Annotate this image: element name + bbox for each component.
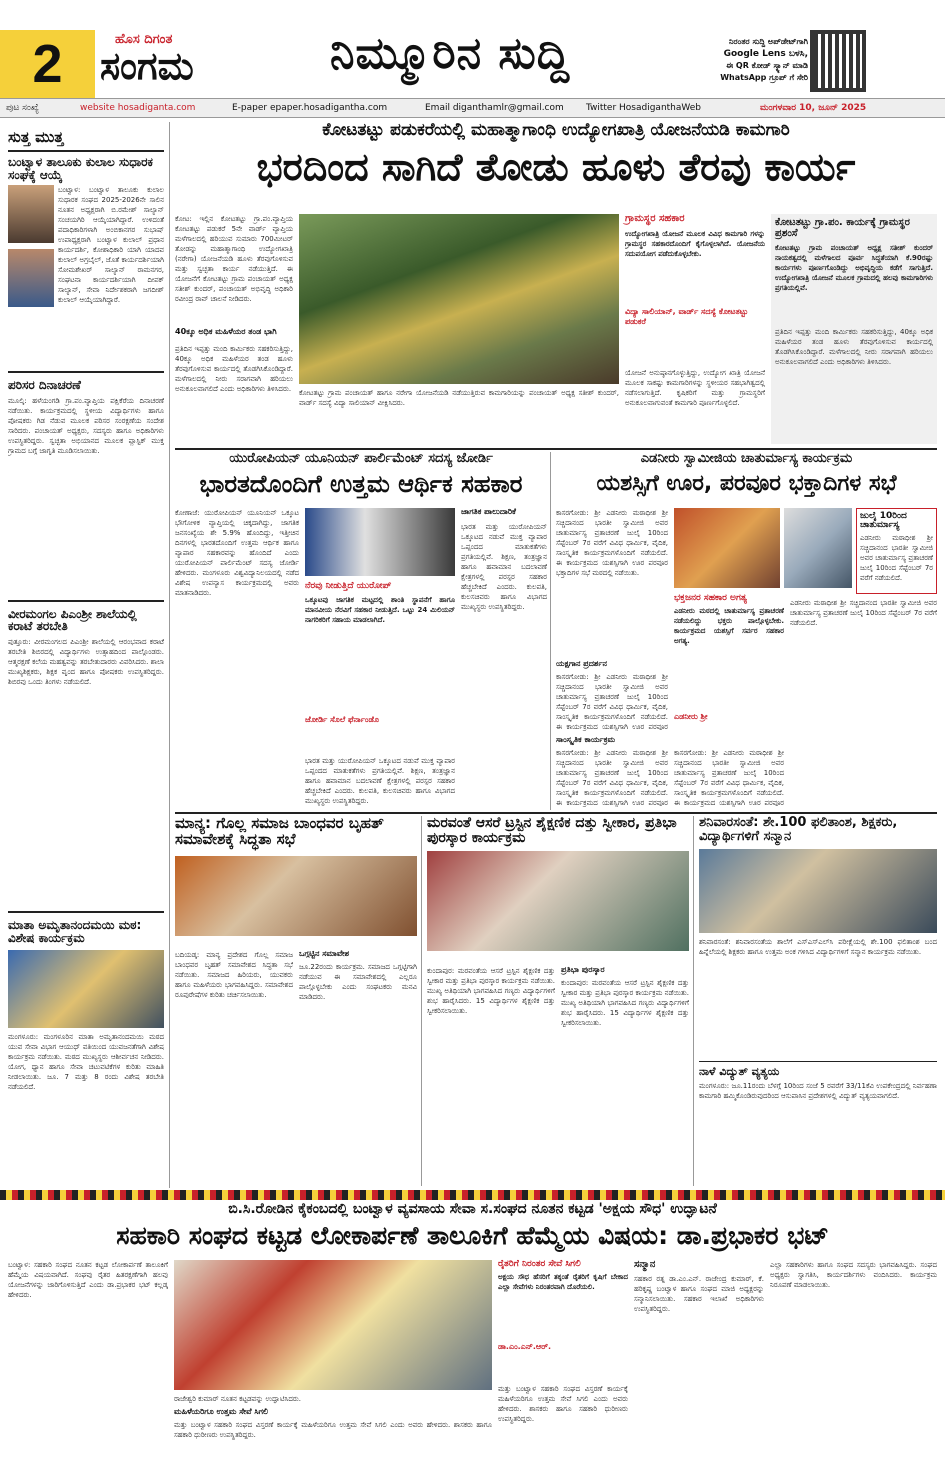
quote-heading: ನೆರವು ನೀಡುತ್ತಿದೆ ಯುರೋಪ್ [305,581,392,591]
story-subhead: ಯಕ್ಷಗಾನ ಪ್ರದರ್ಶನ [556,659,607,668]
event-photo [674,508,780,588]
event-photo [699,849,937,933]
edaneer-story [556,452,937,810]
lead-headline: ಭರದಿಂದ ಸಾಗಿದೆ ತೋಡು ಹೂಳು ತೆರವು ಕಾರ್ಯ [256,144,856,189]
maravanthe-story [427,816,689,1186]
website-link[interactable]: website hosadiganta.com [80,103,196,113]
quote-heading: ಗ್ರಾಮಸ್ಥರ ಸಹಕಾರ [625,213,685,224]
story-headline: ಬಂಟ್ವಾಳ ತಾಲೂಕು ಕುಲಾಲ ಸುಧಾರಕ ಸಂಘಕ್ಕೆ ಆಯ್ಕೆ [8,155,153,182]
event-photo [427,851,689,951]
edition-label: ಪುಟ ಸಂಖ್ಯೆ [6,103,39,113]
info-bar [0,98,945,118]
page-number: 2 [0,30,95,98]
column-logo: ಸುತ್ತ ಮುತ್ತ [8,122,164,152]
sidebar-body: ಪ್ರತಿದಿನ ಇಪ್ಪತ್ತು ಮಂದಿ ಕಾರ್ಮಿಕರು ಸಹಕರಿಸುತ್ತಿದ್ದು, 40ಕ್ಕೂ ಅಧಿಕ ಮಹಿಳೆಯರ ತಂಡ ಹೂಳು ತೆರವುಗೊಳಿಸುವ ಕಾರ್ಯದಲ್ಲಿ ತೊಡಗಿಸಿಕೊಂಡಿದ್ದಾರೆ. ಮಳೆಗಾಲದಲ್ಲಿ ನೀರು ಸರಾಗವಾಗಿ ಹರಿಯಲು ಅನುಕೂಲವಾಗಲಿದೆ ಎಂದು ಅಧಿಕಾರಿಗಳು ತಿಳಿಸಿದರು. [775,328,933,366]
promo-line: Google Lens ಬಳಸಿ, [723,49,808,59]
info-body: ಎಡನೀರು ಮಠಾಧೀಶ ಶ್ರೀ ಸಚ್ಚಿದಾನಂದ ಭಾರತೀ ಸ್ವಾಮೀಜಿ ಅವರ ಚಾತುರ್ಮಾಸ್ಯ ವ್ರತಾಚರಣೆ ಜುಲೈ 10ರಿಂದ ಸೆಪ್ಟೆಂಬರ್ 7ರ ವರೆಗೆ ನಡೆಯಲಿದೆ. [860,533,933,582]
quote-name: ಜೋರ್ಡಿ ಸೊಲೆ ಫೆರ್ನಾಂಡೊ [305,715,379,725]
story-subhead: ಸಾಂಸ್ಕೃತಿಕ ಕಾರ್ಯಕ್ರಮ [556,735,616,744]
story-body: ಭಾರತ ಮತ್ತು ಯುರೋಪಿಯನ್ ಒಕ್ಕೂಟದ ನಡುವೆ ಮುಕ್ತ ವ್ಯಾಪಾರ ಒಪ್ಪಂದದ ಮಾತುಕತೆಗಳು ಪ್ರಗತಿಯಲ್ಲಿವೆ. ಶಿಕ್ಷಣ, ತಂತ್ರಜ್ಞಾನ ಹಾಗೂ ಹವಾಮಾನ ಬದಲಾವಣೆ ಕ್ಷೇತ್ರಗಳಲ್ಲಿ ಪರಸ್ಪರ ಸಹಕಾರ ಹೆಚ್ಚಬೇಕಿದೆ ಎಂದರು. ಕುಲಪತಿ, ಕುಲಸಚಿವರು ಹಾಗೂ ವಿಭಾಗದ ಮುಖ್ಯಸ್ಥರು ಉಪಸ್ಥಿತರಿದ್ದರು. [305,757,455,805]
event-photo [784,508,852,588]
story-headline: ಮಾತಾ ಅಮೃತಾನಂದಮಯಿ ಮಠ: ವಿಶೇಷ ಕಾರ್ಯಕ್ರಮ [8,917,142,945]
photo-caption: ಕೋಟತಟ್ಟು ಗ್ರಾಮ ಪಂಚಾಯತ್ ಹಾಗೂ ನರೇಗಾ ಯೋಜನೆಯಡಿ ನಡೆಯುತ್ತಿರುವ ಕಾಮಗಾರಿಯನ್ನು ಪಂಚಾಯತ್ ಅಧ್ಯಕ್ಷ ಸತೀಶ್ ಕುಂದರ್, ವಾರ್ಡ್ ಸದಸ್ಯೆ ವಿದ್ಯಾ ಸಾಲಿಯಾನ್ ವೀಕ್ಷಿಸಿದರು. [299,389,619,407]
event-photo [174,1260,492,1390]
quote-body: ಒಕ್ಕೂಟವು ಜಾಗತಿಕ ಮಟ್ಟದಲ್ಲಿ ಶಾಂತಿ ಸ್ಥಾಪನೆಗೆ ಹಾಗೂ ಮಾನವೀಯ ನೆರವಿಗೆ ಸಹಕಾರ ನೀಡುತ್ತಿದೆ. ಒಟ್ಟು 24 ಮಿಲಿಯನ್ ನಾಗರಿಕರಿಗೆ ಸಹಾಯ ಮಾಡಲಾಗಿದೆ. [305,596,455,625]
sidebar-heading: ಕೋಟತಟ್ಟು ಗ್ರಾ.ಪಂ. ಕಾರ್ಯಕ್ಕೆ ಗ್ರಾಮಸ್ಥರ ಪ್ರಶಂಸೆ [775,217,910,239]
golla-story [175,816,417,1186]
left-column [8,122,164,1188]
masthead [0,0,945,113]
story-body: ಬಂಟ್ವಾಳ: ಬಂಟ್ವಾಳ ತಾಲೂಕು ಕುಲಾಲ ಸುಧಾರಕ ಸಂಘದ 2025-2026ನೇ ಸಾಲಿನ ನೂತನ ಅಧ್ಯಕ್ಷರಾಗಿ ಬಿ.ರಮೇಶ್ ಸಾಲ್ಯಾನ್ ಸಂಚಯಗಿರಿ ಆಯ್ಕೆಯಾಗಿದ್ದಾರೆ. ಉಳಿದಂತೆ ಪದಾಧಿಕಾರಿಗಳಾಗಿ ಅಂಬಿಕಾನಗರ ಸುಭಾಷ್ ಉಪಾಧ್ಯಕ್ಷರಾಗಿ ಬಂಟ್ವಾಳ ಕುಲಾಲ್ ಪ್ರಧಾನ ಕಾರ್ಯದರ್ಶಿ, ಕೋಶಾಧಿಕಾರಿ ಯಾಗಿ ಯಾದವ ಕುಲಾಲ್ ಅಗ್ರಬೈಲ್, ಜೊತೆ ಕಾರ್ಯದರ್ಶಿಯಾಗಿ ಸೋಮಶೇಖರ್ ಸಾಲ್ಯಾನ್ ರಾಮನಗರ, ಸಂಘಟನಾ ಕಾರ್ಯದರ್ಶಿಯಾಗಿ ದೀಪಕ್ ಸಾಲ್ಯಾನ್, ಸೇವಾ ನಿರ್ದೇಶಕರಾಗಿ ಜಗದೀಶ್ ಕುಲಾಲ್ ಆಯ್ಕೆಯಾಗಿದ್ದಾರೆ. [58,186,164,305]
story-body: ಪುತ್ತೂರು: ವೀರಮಂಗಲದ ಪಿಎಂಶ್ರೀ ಶಾಲೆಯಲ್ಲಿ ಆರಂಭವಾದ ಕರಾಟೆ ತರಬೇತಿ ಶಿಬಿರದಲ್ಲಿ ವಿದ್ಯಾರ್ಥಿಗಳು ಉತ್ಸಾಹದಿಂದ ಪಾಲ್ಗೊಂಡರು. ಆತ್ಮರಕ್ಷಣೆ ಕಲೆಯ ಮಹತ್ವವನ್ನು ತರಬೇತುದಾರರು ವಿವರಿಸಿದರು. ಶಾಲಾ ಮುಖ್ಯಶಿಕ್ಷಕರು, ಶಿಕ್ಷಕ ವೃಂದ ಹಾಗೂ ಪೋಷಕರು ಉಪಸ್ಥಿತರಿದ್ದರು. ಶಿಬಿರವು ಒಂದು ತಿಂಗಳು ನಡೆಯಲಿದೆ. [8,637,164,686]
story-body: ಮತ್ತು ಬಂಟ್ವಾಳ ಸಹಕಾರಿ ಸಂಘದ ವಿಸ್ತರಣೆ ಕಾರ್ಯಕ್ಕೆ ಮಹಿಳೆಯರಿಗೂ ಉತ್ತಮ ಸೇವೆ ಸಿಗಲಿ ಎಂದು ಅವರು ಹೇಳಿದರು. ಶಾಸಕರು ಹಾಗೂ ಸಹಕಾರಿ ಧುರೀಣರು ಉಪಸ್ಥಿತರಿದ್ದರು. [174,1421,492,1439]
quote-box [305,582,455,752]
story-body: ಕಾಸರಗೋಡು: ಶ್ರೀ ಎಡನೀರು ಮಠಾಧೀಶ ಶ್ರೀ ಸಚ್ಚಿದಾನಂದ ಭಾರತೀ ಸ್ವಾಮೀಜಿ ಅವರ ಚಾತುರ್ಮಾಸ್ಯ ವ್ರತಾಚರಣೆ ಜುಲೈ 10ರಿಂದ ಸೆಪ್ಟೆಂಬರ್ 7ರ ವರೆಗೆ ವಿವಿಧ ಧಾರ್ಮಿಕ, ವೈದಿಕ, ಸಾಂಸ್ಕೃತಿಕ ಕಾರ್ಯಕ್ರಮಗಳೊಂದಿಗೆ ನಡೆಯಲಿದೆ. ಈ ಕಾರ್ಯಕ್ರಮದ ಯಶಸ್ಸಿಗಾಗಿ ಊರ ಪರವೂರ ಭಕ್ತಾದಿಗಳ ಸಭೆ ಮಠದಲ್ಲಿ ನಡೆಯಿತು. [556,509,668,577]
email-link[interactable]: Email diganthamlr@gmail.com [425,103,564,113]
story-subhead: ಮಹಿಳೆಯರಿಗೂ ಉತ್ತಮ ಸೇವೆ ಸಿಗಲಿ [174,1407,269,1416]
story-body: ಸಹಕಾರ ರತ್ನ ಡಾ.ಎಂ.ಎನ್. ರಾಜೇಂದ್ರ ಕುಮಾರ್, ಕೆ. ಹರಿಕೃಷ್ಣ ಬಂಟ್ವಾಳ ಹಾಗೂ ಸಂಘದ ಮಾಜಿ ಅಧ್ಯಕ್ಷರನ್ನು ಸನ್ಮಾನಿಸಲಾಯಿತು. ಸಹಕಾರ ಇಲಾಖೆ ಅಧಿಕಾರಿಗಳು ಉಪಸ್ಥಿತರಿದ್ದರು. [634,1275,764,1313]
story-headline: ಯಶಸ್ಸಿಗೆ ಊರ, ಪರವೂರ ಭಕ್ತಾದಿಗಳ ಸಭೆ [596,470,897,496]
lead-body: ಪ್ರತಿದಿನ ಇಪ್ಪತ್ತು ಮಂದಿ ಕಾರ್ಮಿಕರು ಸಹಕರಿಸುತ್ತಿದ್ದು, 40ಕ್ಕೂ ಅಧಿಕ ಮಹಿಳೆಯರ ತಂಡ ಹೂಳು ತೆರವುಗೊಳಿಸುವ ಕಾರ್ಯದಲ್ಲಿ ತೊಡಗಿಸಿಕೊಂಡಿದ್ದಾರೆ. ಮಳೆಗಾಲದಲ್ಲಿ ನೀರು ಸರಾಗವಾಗಿ ಹರಿಯಲು ಅನುಕೂಲವಾಗಲಿದೆ ಎಂದು ಅಧಿಕಾರಿಗಳು ತಿಳಿಸಿದರು. [175,345,293,393]
story-body: ಎಡನೀರು ಮಠಾಧೀಶ ಶ್ರೀ ಸಚ್ಚಿದಾನಂದ ಭಾರತೀ ಸ್ವಾಮೀಜಿ ಅವರ ಚಾತುರ್ಮಾಸ್ಯ ವ್ರತಾಚರಣೆ ಜುಲೈ 10ರಿಂದ ಸೆಪ್ಟೆಂಬರ್ 7ರ ವರೆಗೆ ನಡೆಯಲಿದೆ. [790,599,937,627]
issue-date: ಮಂಗಳವಾರ 10, ಜೂನ್ 2025 [760,103,867,113]
story-body: ಕುಂದಾಪುರ: ಮರವಂತೆಯ ಆಸರೆ ಟ್ರಸ್ಟಿನ ಶೈಕ್ಷಣಿಕ ದತ್ತು ಸ್ವೀಕಾರ ಮತ್ತು ಪ್ರತಿಭಾ ಪುರಸ್ಕಾರ ಕಾರ್ಯಕ್ರಮ ನಡೆಯಿತು. ಮುಖ್ಯ ಅತಿಥಿಯಾಗಿ ಭಾಗವಹಿಸಿದ ಗಣ್ಯರು ವಿದ್ಯಾರ್ಥಿಗಳಿಗೆ ಶುಭ ಹಾರೈಸಿದರು. 15 ವಿದ್ಯಾರ್ಥಿಗಳ ಶೈಕ್ಷಣಿಕ ದತ್ತು ಸ್ವೀಕರಿಸಲಾಯಿತು. [561,979,689,1027]
twitter-link[interactable]: Twitter HosadiganthaWeb [586,103,702,113]
info-heading: ಜುಲೈ 10ರಿಂದ ಚಾತುರ್ಮಾಸ್ಯ [860,511,907,531]
story-subhead: ಪ್ರತಿಭಾ ಪುರಸ್ಕಾರ [561,965,605,974]
story-body: ಮತ್ತು ಬಂಟ್ವಾಳ ಸಹಕಾರಿ ಸಂಘದ ವಿಸ್ತರಣೆ ಕಾರ್ಯಕ್ಕೆ ಮಹಿಳೆಯರಿಗೂ ಉತ್ತಮ ಸೇವೆ ಸಿಗಲಿ ಎಂದು ಅವರು ಹೇಳಿದರು. ಶಾಸಕರು ಹಾಗೂ ಸಹಕಾರಿ ಧುರೀಣರು ಉಪಸ್ಥಿತರಿದ್ದರು. [498,1385,628,1423]
story-kicker: ಯುರೋಪಿಯನ್ ಯೂನಿಯನ್ ಪಾರ್ಲಿಮೆಂಟ್ ಸದಸ್ಯ ಜೋರ್ಡಿ [229,451,493,466]
story-body: ಕಾಸರಗೋಡು: ಶ್ರೀ ಎಡನೀರು ಮಠಾಧೀಶ ಶ್ರೀ ಸಚ್ಚಿದಾನಂದ ಭಾರತೀ ಸ್ವಾಮೀಜಿ ಅವರ ಚಾತುರ್ಮಾಸ್ಯ ವ್ರತಾಚರಣೆ ಜುಲೈ 10ರಿಂದ ಸೆಪ್ಟೆಂಬರ್ 7ರ ವರೆಗೆ ವಿವಿಧ ಧಾರ್ಮಿಕ, ವೈದಿಕ, ಸಾಂಸ್ಕೃತಿಕ ಕಾರ್ಯಕ್ರಮಗಳೊಂದಿಗೆ ನಡೆಯಲಿದೆ. ಈ ಕಾರ್ಯಕ್ರಮದ ಯಶಸ್ಸಿಗಾಗಿ ಊರ ಪರವೂರ [556,673,668,731]
quote-box [498,1260,628,1380]
story-body: ಮೂಲ್ಕಿ: ಹಳೆಯಂಗಡಿ ಗ್ರಾ.ಪಂ.ವ್ಯಾಪ್ತಿಯ ಪಕ್ಷಿಕೆರೆಯ ದಿನಾಚರಣೆ ನಡೆಯಿತು. ಕಾರ್ಯಕ್ರಮದಲ್ಲಿ ಸ್ಥಳೀಯ ವಿದ್ಯಾರ್ಥಿಗಳು ಹಾಗೂ ಪೋಷಕರು ಗಿಡ ನೆಡುವ ಮೂಲಕ ಪರಿಸರ ಸಂರಕ್ಷಣೆಯ ಸಂದೇಶ ಸಾರಿದರು. ಪಂಚಾಯತ್ ಅಧ್ಯಕ್ಷರು, ಸದಸ್ಯರು ಹಾಗೂ ಅಧಿಕಾರಿಗಳು ಉಪಸ್ಥಿತರಿದ್ದರು. ಸ್ವಚ್ಛತಾ ಅಭಿಯಾನದ ಮೂಲಕ ಪ್ಲಾಸ್ಟಿಕ್ ಮುಕ್ತ ಗ್ರಾಮದ ಬಗ್ಗೆ ಜಾಗೃತಿ ಮೂಡಿಸಲಾಯಿತು. [8,396,164,455]
story-subhead: ಜಾಗತಿಕ ಪಾಲುದಾರಿಕೆ [461,507,516,516]
shanivarasanthe-story [699,816,937,1186]
story-body: ಬದಿಯಡ್ಕ: ಮಾನ್ಯ ಪ್ರದೇಶದ ಗೊಲ್ಲ ಸಮಾಜ ಬಾಂಧವರ ಬೃಹತ್ ಸಮಾವೇಶದ ಸಿದ್ಧತಾ ಸಭೆ ನಡೆಯಿತು. ಸಮಾಜದ ಹಿರಿಯರು, ಯುವಕರು ಹಾಗೂ ಮಹಿಳೆಯರು ಭಾಗವಹಿಸಿದ್ದರು. ಸಮಾವೇಶದ ರೂಪುರೇಷೆಗಳ ಕುರಿತು ಚರ್ಚಿಸಲಾಯಿತು. [175,951,293,999]
story-body: ಕುಂದಾಪುರ: ಮರವಂತೆಯ ಆಸರೆ ಟ್ರಸ್ಟಿನ ಶೈಕ್ಷಣಿಕ ದತ್ತು ಸ್ವೀಕಾರ ಮತ್ತು ಪ್ರತಿಭಾ ಪುರಸ್ಕಾರ ಕಾರ್ಯಕ್ರಮ ನಡೆಯಿತು. ಮುಖ್ಯ ಅತಿಥಿಯಾಗಿ ಭಾಗವಹಿಸಿದ ಗಣ್ಯರು ವಿದ್ಯಾರ್ಥಿಗಳಿಗೆ ಶುಭ ಹಾರೈಸಿದರು. 15 ವಿದ್ಯಾರ್ಥಿಗಳ ಶೈಕ್ಷಣಿಕ ದತ್ತು ಸ್ವೀಕರಿಸಲಾಯಿತು. [427,967,555,1015]
story-body: ಜೂ.22ರಂದು ಕಾರ್ಯಕ್ರಮ. ಸಮಾಜದ ಒಗ್ಗಟ್ಟಿಗಾಗಿ ನಡೆಯುವ ಈ ಸಮಾವೇಶದಲ್ಲಿ ಎಲ್ಲರೂ ಪಾಲ್ಗೊಳ್ಳಬೇಕು ಎಂದು ಸಂಘಟಕರು ಮನವಿ ಮಾಡಿದರು. [299,963,417,1001]
promo-line: ಈ QR ಕೋಡ್ ಸ್ಕ್ಯಾನ್ ಮಾಡಿ [726,61,808,70]
story-body: ಮಂಗಳೂರು: ಮಂಗಳೂರಿನ ಮಾತಾ ಅಮೃತಾನಂದಮಯಿ ಮಠದ ಯುವ ಸೇವಾ ವಿಭಾಗ ಆಯುಧ್ ವತಿಯಿಂದ ಯುವಜನತೆಗಾಗಿ ವಿಶೇಷ ಕಾರ್ಯಕ್ರಮ ನಡೆಯಿತು. ಮಠದ ಮುಖ್ಯಸ್ಥರು ಆಶೀರ್ವಚನ ನೀಡಿದರು. ಯೋಗ, ಧ್ಯಾನ ಹಾಗೂ ಸೇವಾ ಚಟುವಟಿಕೆಗಳ ಕುರಿತು ಮಾಹಿತಿ ನೀಡಲಾಯಿತು. ಜೂ. 7 ಮತ್ತು 8 ರಂದು ವಿಶೇಷ ತರಬೇತಿ ನಡೆಯಲಿದೆ. [8,1033,164,1092]
brand-name: ಸಂಗಮ [100,44,194,88]
quote-heading: ಭಕ್ತಜನರ ಸಹಕಾರ ಅಗತ್ಯ [674,593,747,603]
story-kicker: ಎಡನೀರು ಸ್ವಾಮೀಜಿಯ ಚಾತುರ್ಮಾಸ್ಯ ಕಾರ್ಯಕ್ರಮ [640,451,853,466]
story-body: ಭಾರತ ಮತ್ತು ಯುರೋಪಿಯನ್ ಒಕ್ಕೂಟದ ನಡುವೆ ಮುಕ್ತ ವ್ಯಾಪಾರ ಒಪ್ಪಂದದ ಮಾತುಕತೆಗಳು ಪ್ರಗತಿಯಲ್ಲಿವೆ. ಶಿಕ್ಷಣ, ತಂತ್ರಜ್ಞಾನ ಹಾಗೂ ಹವಾಮಾನ ಬದಲಾವಣೆ ಕ್ಷೇತ್ರಗಳಲ್ಲಿ ಪರಸ್ಪರ ಸಹಕಾರ ಹೆಚ್ಚಬೇಕಿದೆ ಎಂದರು. ಕುಲಪತಿ, ಕುಲಸಚಿವರು ಹಾಗೂ ವಿಭಾಗದ ಮುಖ್ಯಸ್ಥರು ಉಪಸ್ಥಿತರಿದ್ದರು. [461,523,547,611]
event-photo [305,508,455,576]
story-kicker: ಬಿ.ಸಿ.ರೋಡಿನ ಕೈಕಂಬದಲ್ಲಿ ಬಂಟ್ವಾಳ ವ್ಯವಸಾಯ ಸೇವಾ ಸ.ಸಂಘದ ನೂತನ ಕಟ್ಟಡ 'ಅಕ್ಷಯ ಸೌಧ' ಉದ್ಘಾಟನೆ [228,1201,717,1217]
notice-headline: ನಾಳೆ ವಿದ್ಯುತ್ ವ್ಯತ್ಯಯ [699,1065,780,1079]
section-title: ನಿಮ್ಮೂರಿನ ಸುದ್ದಿ [330,28,571,79]
lead-kicker: ಕೋಟತಟ್ಟು ಪಡುಕರೆಯಲ್ಲಿ ಮಹಾತ್ಮಾಗಾಂಧಿ ಉದ್ಯೋಗಖಾತ್ರಿ ಯೋಜನೆಯಡಿ ಕಾಮಗಾರಿ [322,120,790,140]
story-headline: ಪರಿಸರ ದಿನಾಚರಣೆ [8,378,81,393]
bottom-band [0,1190,945,1200]
quote-name: ವಿದ್ಯಾ ಸಾಲಿಯಾನ್, ವಾರ್ಡ್ ಸದಸ್ಯೆ ಕೋಟತಟ್ಟು ಪಡುಕರೆ [625,306,749,326]
lead-body: ಕೋಟ: ಇಲ್ಲಿನ ಕೋಟತಟ್ಟು ಗ್ರಾ.ಪಂ.ವ್ಯಾಪ್ತಿಯ ಕೋಟತಟ್ಟು ಪಡುಕರೆ 5ನೇ ವಾರ್ಡ್ ವ್ಯಾಪ್ತಿಯ ಮಳೆಗಾಲದಲ್ಲಿ ಹರಿಯುವ ಸುಮಾರು 700ಮೀಟರ್ ತೋಡನ್ನು ಮಹಾತ್ಮಾಗಾಂಧಿ ಉದ್ಯೋಗಖಾತ್ರಿ (ನರೇಗಾ) ಯೋಜನೆಯಡಿ ಹೂಳು ತೆರವುಗೊಳಿಸುವ ಮತ್ತು ಸ್ವಚ್ಛತಾ ಕಾರ್ಯ ನಡೆಯುತ್ತಿದೆ. ಈ ಯೋಜನೆಗೆ ಕೋಟತಟ್ಟು ಗ್ರಾಮ ಪಂಚಾಯತ್ ಅಧ್ಯಕ್ಷ ಸತೀಶ್ ಕುಂದರ್, ಪಂಚಾಯತ್ ಅಭಿವೃದ್ಧಿ ಅಧಿಕಾರಿ ರವೀಂದ್ರ ರಾವ್ ಚಾಲನೆ ನೀಡಿದರು. [175,215,293,303]
lead-story [175,122,937,447]
story-headline: ಶನಿವಾರಸಂತೆ: ಶೇ.100 ಫಲಿತಾಂಶ, ಶಿಕ್ಷಕರು, ವಿದ್ಯಾರ್ಥಿಗಳಿಗೆ ಸನ್ಮಾನ [699,815,898,844]
quote-body: ಎಡನೀರು ಮಠದಲ್ಲಿ ಚಾತುರ್ಮಾಸ್ಯ ವ್ರತಾಚರಣೆ ನಡೆಯಲಿದ್ದು ಭಕ್ತರು ಪಾಲ್ಗೊಳ್ಳಬೇಕು. ಕಾರ್ಯಕ್ರಮದ ಯಶಸ್ಸಿಗೆ ಸರ್ವರ ಸಹಕಾರ ಅಗತ್ಯ. [674,607,784,646]
brand-small: ಹೊಸ ದಿಗಂತ [115,32,173,47]
quote-body: ಅಕ್ಷಯ ಸೌಧ ಹೆಸರಿಗೆ ತಕ್ಕಂತೆ ರೈತರಿಗೆ ಕೃಷಿಗೆ ಬೇಕಾದ ಎಲ್ಲಾ ಸೇವೆಗಳು ನಿರಂತರವಾಗಿ ದೊರೆಯಲಿ. [498,1273,628,1292]
promo-line: WhatsApp ಗ್ರೂಪ್ ಗೆ ಸೇರಿ [720,73,808,82]
sidebar-box [771,214,937,444]
promo-line: ನಿರಂತರ ಸುದ್ದಿ ಅಪ್‌ಡೇಟ್‌ಗಾಗಿ [728,37,808,46]
event-photo [175,856,417,936]
qr-code-icon[interactable] [810,30,866,92]
bottom-story [8,1202,937,1454]
story-body: ಬಂಟ್ವಾಳ: ಸಹಕಾರಿ ಸಂಘದ ನೂತನ ಕಟ್ಟಡ ಲೋಕಾರ್ಪಣೆ ತಾಲೂಕಿಗೆ ಹೆಮ್ಮೆಯ ವಿಷಯವಾಗಿದೆ. ಸಂಘವು ರೈತರ ಹಿತರಕ್ಷಣೆಗಾಗಿ ಹಲವು ಯೋಜನೆಗಳನ್ನು ಜಾರಿಗೊಳಿಸುತ್ತಿದೆ ಎಂದು ಡಾ.ಪ್ರಭಾಕರ ಭಟ್ ಕಲ್ಲಡ್ಕ ಹೇಳಿದರು. [8,1261,168,1299]
story-subhead: ಒಗ್ಗಟ್ಟಿನ ಸಮಾವೇಶ [299,949,350,958]
epaper-link[interactable]: E-paper epaper.hosadigantha.com [232,103,388,113]
quote-body: ಉದ್ಯೋಗಖಾತ್ರಿ ಯೋಜನೆ ಮೂಲಕ ವಿವಿಧ ಕಾಮಗಾರಿ ಗಳನ್ನು ಗ್ರಾಮಸ್ಥರ ಸಹಕಾರದೊಂದಿಗೆ ಕೈಗೊಳ್ಳಲಾಗಿದೆ. ಯೋಜನೆಯ ಸದುಪಯೋಗ ಪಡೆದುಕೊಳ್ಳಬೇಕು. [625,229,765,258]
info-box [856,508,937,594]
portrait-photo [8,185,54,243]
section-subhead: ಸನ್ಮಾನ [634,1259,656,1270]
story-body: ಎಲ್ಲಾ ಸಹಕಾರಿಗಳು ಹಾಗೂ ಸಂಘದ ಸದಸ್ಯರು ಭಾಗವಹಿಸಿದ್ದರು. ಸಂಘದ ಅಧ್ಯಕ್ಷರು ಸ್ವಾಗತಿಸಿ, ಕಾರ್ಯದರ್ಶಿಗಳು ವಂದಿಸಿದರು. ಕಾರ್ಯಕ್ರಮ ನಿರೂಪಣೆ ಮಾಡಲಾಯಿತು. [770,1261,937,1289]
notice-body: ಮಂಗಳೂರು: ಜೂ.11ರಂದು ಬೆಳಗ್ಗೆ 10ರಿಂದ ಸಂಜೆ 5 ರವರೆಗೆ 33/11ಕೆವಿ ಉಪಕೇಂದ್ರದಲ್ಲಿ ನಿರ್ವಹಣಾ ಕಾಮಗಾರಿ ಹಮ್ಮಿಕೊಂಡಿರುವುದರಿಂದ ಆಸುಪಾಸಿನ ಪ್ರದೇಶಗಳಲ್ಲಿ ವಿದ್ಯುತ್ ವ್ಯತ್ಯಯವಾಗಲಿದೆ. [699,1081,937,1100]
event-photo [8,950,164,1028]
quote-name: ಎಡನೀರು ಶ್ರೀ [674,712,708,722]
story-body: ಕಾಸರಗೋಡು: ಶ್ರೀ ಎಡನೀರು ಮಠಾಧೀಶ ಶ್ರೀ ಸಚ್ಚಿದಾನಂದ ಭಾರತೀ ಸ್ವಾಮೀಜಿ ಅವರ ಚಾತುರ್ಮಾಸ್ಯ ವ್ರತಾಚರಣೆ ಜುಲೈ 10ರಿಂದ ಸೆಪ್ಟೆಂಬರ್ 7ರ ವರೆಗೆ ವಿವಿಧ ಧಾರ್ಮಿಕ, ವೈದಿಕ, ಸಾಂಸ್ಕೃತಿಕ ಕಾರ್ಯಕ್ರಮಗಳೊಂದಿಗೆ ನಡೆಯಲಿದೆ. ಈ ಕಾರ್ಯಕ್ರಮದ ಯಶಸ್ಸಿಗಾಗಿ ಊರ ಪರವೂರ [556,749,668,807]
lead-body: ಯೋಜನೆ ಅನುಷ್ಠಾನಗೊಳ್ಳುತ್ತಿದ್ದು, ಉದ್ಯೋಗ ಖಾತ್ರಿ ಯೋಜನೆ ಮೂಲಕ ಸಾಕಷ್ಟು ಕಾಮಗಾರಿಗಳನ್ನು ಸ್ಥಳೀಯರ ಸಹಭಾಗಿತ್ವದಲ್ಲಿ ನಡೆಸಲಾಗುತ್ತಿದೆ. ಕೃಷಿಕರಿಗೆ ಮತ್ತು ಗ್ರಾಮಸ್ಥರಿಗೆ ಅನುಕೂಲವಾಗುವಂತೆ ಕಾಮಗಾರಿ ಪೂರ್ಣಗೊಳ್ಳಲಿದೆ. [625,369,765,407]
quote-box [625,214,765,364]
sidebar-body: ಕೋಟತಟ್ಟು ಗ್ರಾಮ ಪಂಚಾಯತ್ ಅಧ್ಯಕ್ಷ ಸತೀಶ್ ಕುಂದರ್ ನಾಯಕತ್ವದಲ್ಲಿ ಮಳೆಗಾಲದ ಪೂರ್ವ ಸಿದ್ಧತೆಯಾಗಿ ಕೆ.90ರಷ್ಟು ಕಾರ್ಯಗಳು ಪೂರ್ಣಗೊಂಡಿದ್ದು ಅಭಿವೃದ್ಧಿಯ ಕಡೆಗೆ ಸಾಗುತ್ತಿದೆ. ಉದ್ಯೋಗಖಾತ್ರಿ ಯೋಜನೆ ಮೂಲಕ ಗ್ರಾಮದಲ್ಲಿ ಹಲವು ಕಾಮಗಾರಿಗಳು ಪ್ರಗತಿಯಲ್ಲಿವೆ. [775,244,933,292]
story-headline: ಮರವಂತೆ ಆಸರೆ ಟ್ರಸ್ಟಿನ ಶೈಕ್ಷಣಿಕ ದತ್ತು ಸ್ವೀಕಾರ, ಪ್ರತಿಭಾ ಪುರಸ್ಕಾರ ಕಾರ್ಯಕ್ರಮ [427,815,677,846]
story-body: ಕಾಸರಗೋಡು: ಶ್ರೀ ಎಡನೀರು ಮಠಾಧೀಶ ಶ್ರೀ ಸಚ್ಚಿದಾನಂದ ಭಾರತೀ ಸ್ವಾಮೀಜಿ ಅವರ ಚಾತುರ್ಮಾಸ್ಯ ವ್ರತಾಚರಣೆ ಜುಲೈ 10ರಿಂದ ಸೆಪ್ಟೆಂಬರ್ 7ರ ವರೆಗೆ ವಿವಿಧ ಧಾರ್ಮಿಕ, ವೈದಿಕ, ಸಾಂಸ್ಕೃತಿಕ ಕಾರ್ಯಕ್ರಮಗಳೊಂದಿಗೆ ನಡೆಯಲಿದೆ. ಈ ಕಾರ್ಯಕ್ರಮದ ಯಶಸ್ಸಿಗಾಗಿ ಊರ ಪರವೂರ [674,749,784,807]
story-headline: ಮಾನ್ಯ: ಗೊಲ್ಲ ಸಮಾಜ ಬಾಂಧವರ ಬೃಹತ್ ಸಮಾವೇಶಕ್ಕೆ ಸಿದ್ಧತಾ ಸಭೆ [175,814,384,848]
quote-name: ಡಾ.ಎಂ.ಎನ್.ಆರ್. [498,1342,552,1352]
story-body: ಕೋಣಾಜೆ: ಯುರೋಪಿಯನ್ ಯೂನಿಯನ್ ಒಕ್ಕೂಟ ಭೌಗೋಳಿಕ ವ್ಯಾಪ್ತಿಯಲ್ಲಿ ಚಿಕ್ಕದಾಗಿದ್ದು, ಜಾಗತಿಕ ಜನಸಂಖ್ಯೆಯ ಶೇ 5.9% ಹೊಂದಿದ್ದು, ಇತ್ತೀಚಿನ ದಿನಗಳಲ್ಲಿ ಭಾರತದೊಂದಿಗೆ ಉತ್ತಮ ಆರ್ಥಿಕ ಹಾಗೂ ವ್ಯಾಪಾರ ಸಹಕಾರವನ್ನು ಹೊಂದಿದೆ ಎಂದು ಯುರೋಪಿಯನ್ ಪಾರ್ಲಿಮೆಂಟ್ ಸದಸ್ಯ ಜೋರ್ಡಿ ಹೇಳಿದರು. ಮಂಗಳೂರು ವಿಶ್ವವಿದ್ಯಾನಿಲಯದಲ್ಲಿ ನಡೆದ ವಿಶೇಷ ಉಪನ್ಯಾಸ ಕಾರ್ಯಕ್ರಮದಲ್ಲಿ ಅವರು ಮಾತನಾಡಿದರು. [175,509,299,597]
eu-story [175,452,547,810]
story-headline: ಸಹಕಾರಿ ಸಂಘದ ಕಟ್ಟಡ ಲೋಕಾರ್ಪಣೆ ತಾಲೂಕಿಗೆ ಹೆಮ್ಮೆಯ ವಿಷಯ: ಡಾ.ಪ್ರಭಾಕರ ಭಟ್ [116,1220,829,1250]
photo-caption: ರಾಜೇಶ್ವರಿ ಕುಮಾರ್ ನೂತನ ಕಟ್ಟಡವನ್ನು ಉದ್ಘಾಟಿಸಿದರು. [174,1395,302,1403]
promo-box [680,36,808,84]
story-headline: ಭಾರತದೊಂದಿಗೆ ಉತ್ತಮ ಆರ್ಥಿಕ ಸಹಕಾರ [199,469,523,498]
story-headline: ವೀರಮಂಗಲ ಪಿಎಂಶ್ರೀ ಶಾಲೆಯಲ್ಲಿ ಕರಾಟೆ ತರಬೇತಿ [8,606,137,634]
quote-box [674,594,784,744]
lead-subhead: 40ಕ್ಕೂ ಅಧಿಕ ಮಹಿಳೆಯರ ತಂಡ ಭಾಗಿ [175,327,277,336]
story-body: ಶನಿವಾರಸಂತೆ: ಶನಿವಾರಸಂತೆಯ ಶಾಲೆಗೆ ಎಸ್ಎಸ್ಎಲ್‌ಸಿ ಪರೀಕ್ಷೆಯಲ್ಲಿ ಶೇ.100 ಫಲಿತಾಂಶ ಬಂದ ಹಿನ್ನೆಲೆಯಲ್ಲಿ ಶಿಕ್ಷಕರು ಹಾಗೂ ಉತ್ತಮ ಅಂಕ ಗಳಿಸಿದ ವಿದ್ಯಾರ್ಥಿಗಳಿಗೆ ಸನ್ಮಾನ ಕಾರ್ಯಕ್ರಮ ನಡೆಯಿತು. [699,938,937,957]
lead-photo [299,214,619,384]
quote-heading: ರೈತರಿಗೆ ನಿರಂತರ ಸೇವೆ ಸಿಗಲಿ [498,1259,581,1269]
portrait-photo [8,249,54,307]
